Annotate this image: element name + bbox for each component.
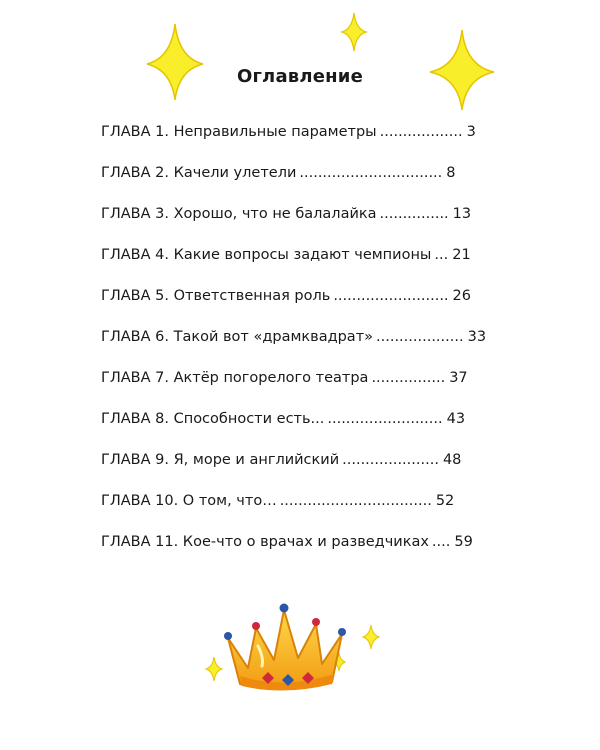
toc-chapter-title: ГЛАВА 9. Я, море и английский (101, 452, 340, 468)
toc-leader-dots: ......................... (333, 288, 449, 304)
toc-entry (101, 288, 490, 329)
toc-entry (101, 493, 490, 534)
toc-leader-dots: ................... (376, 329, 464, 345)
toc-leader-dots: ... (434, 247, 449, 263)
toc-entry (101, 411, 490, 452)
toc-page-number: 33 (467, 329, 487, 345)
toc-entry (101, 165, 490, 206)
toc-page-number: 52 (435, 493, 455, 509)
toc-page-number: 59 (454, 534, 473, 550)
toc-entry (101, 206, 490, 247)
toc-page-number: 8 (446, 165, 456, 181)
toc-chapter-title: ГЛАВА 6. Такой вот «драмквадрат» (101, 329, 374, 345)
toc-chapter-title: ГЛАВА 4. Какие вопросы задают чемпионы (101, 247, 432, 263)
toc-entry (101, 370, 490, 411)
crown-icon (218, 598, 350, 698)
toc-chapter-title: ГЛАВА 3. Хорошо, что не балалайка (101, 206, 377, 222)
toc-chapter-title: ГЛАВА 1. Неправильные параметры (101, 124, 377, 140)
toc-page-number: 43 (446, 411, 466, 427)
toc-page-number: 3 (466, 124, 476, 140)
toc-chapter-title: ГЛАВА 8. Способности есть... (101, 411, 325, 427)
toc-leader-dots: ................................. (279, 493, 432, 509)
toc-leader-dots: .................. (379, 124, 463, 140)
toc-leader-dots: ..................... (342, 452, 439, 468)
page-title: Оглавление (236, 66, 364, 87)
toc-page-number: 21 (452, 247, 471, 263)
toc-leader-dots: .... (431, 534, 451, 550)
toc-page-number: 26 (452, 288, 471, 304)
toc-page-number: 48 (442, 452, 462, 468)
toc-leader-dots: ................ (371, 370, 446, 386)
sparkle-icon (341, 12, 367, 52)
toc-page-number: 37 (449, 370, 468, 386)
toc-entry (101, 329, 490, 370)
toc-entry (101, 247, 490, 288)
toc-chapter-title: ГЛАВА 2. Качели улетели (101, 165, 297, 181)
toc-entry (101, 452, 490, 493)
toc-chapter-title: ГЛАВА 7. Актёр погорелого театра (101, 370, 369, 386)
sparkle-icon (145, 22, 205, 102)
table-of-contents (101, 124, 490, 575)
toc-chapter-title: ГЛАВА 10. О том, что… (101, 493, 277, 509)
toc-chapter-title: ГЛАВА 11. Кое-что о врачах и разведчиках (101, 534, 429, 550)
toc-entry (101, 124, 490, 165)
toc-page-number: 13 (452, 206, 472, 222)
toc-leader-dots: ............................... (299, 165, 443, 181)
toc-leader-dots: ............... (379, 206, 449, 222)
toc-entry (101, 534, 490, 575)
toc-leader-dots: ......................... (327, 411, 443, 427)
toc-chapter-title: ГЛАВА 5. Ответственная роль (101, 288, 331, 304)
sparkle-icon (362, 624, 380, 650)
